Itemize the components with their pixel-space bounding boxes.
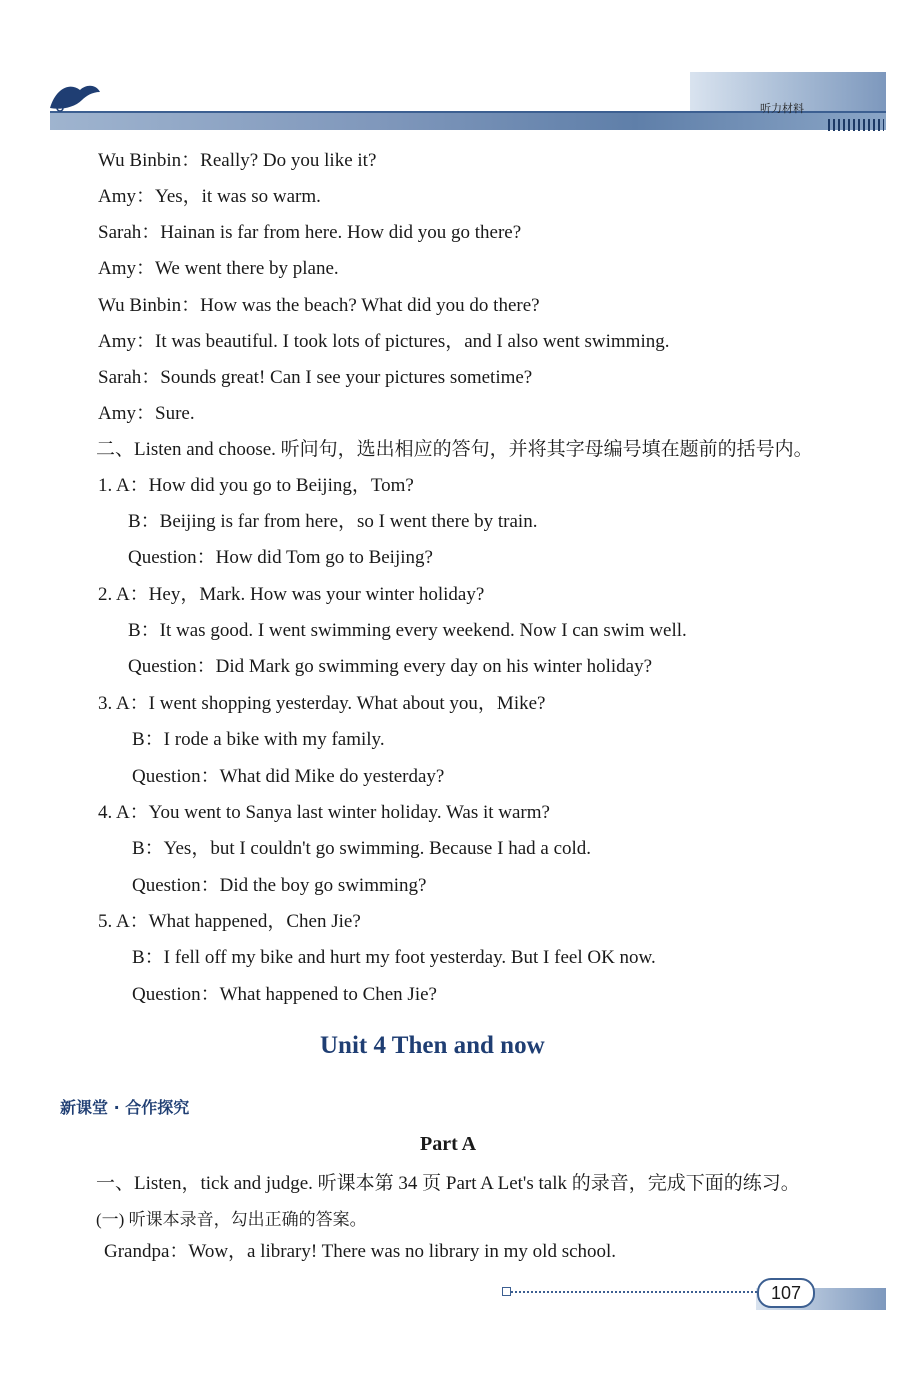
section1-heading: 一、Listen，tick and judge. 听课本第 34 页 Part A Let's talk 的录音，完成下面的练习。 — [96, 1173, 800, 1194]
item-a: 3. A：I went shopping yesterday. What about you，Mike? — [98, 693, 546, 714]
dialogue-line: Grandpa：Wow，a library! There was no library in my old school. — [104, 1241, 617, 1262]
item-a: 1. A：How did you go to Beijing，Tom? — [98, 475, 414, 496]
section-tag: 新课堂 · 合作探究 — [60, 1098, 190, 1117]
section1-subheading: (一) 听课本录音，勾出正确的答案。 — [96, 1210, 367, 1229]
item-b: B：I fell off my bike and hurt my foot yesterday. But I feel OK now. — [132, 947, 656, 968]
section2-heading: 二、Listen and choose. 听问句，选出相应的答句，并将其字母编号填在题前的括号内。 — [96, 439, 813, 460]
item-b: B：Beijing is far from here，so I went there by train. — [128, 511, 538, 532]
item-a: 2. A：Hey，Mark. How was your winter holiday? — [98, 584, 485, 605]
item-a: 5. A：What happened，Chen Jie? — [98, 911, 361, 932]
part-title: Part A — [420, 1133, 477, 1155]
item-question: Question：What did Mike do yesterday? — [132, 766, 445, 787]
item-question: Question：How did Tom go to Beijing? — [128, 547, 433, 568]
footer-square-icon — [502, 1287, 511, 1296]
header-tick-bars — [828, 119, 884, 131]
unit-title: Unit 4 Then and now — [320, 1032, 545, 1059]
item-b: B：It was good. I went swimming every weekend. Now I can swim well. — [128, 620, 687, 641]
footer-dotted-rule — [502, 1291, 757, 1295]
dialogue-line: Amy：Sure. — [98, 403, 195, 424]
page-number: 107 — [757, 1278, 815, 1308]
dialogue-line: Wu Binbin：Really? Do you like it? — [98, 150, 377, 171]
dialogue-line: Wu Binbin：How was the beach? What did you do there? — [98, 295, 540, 316]
header-label: 听力材料 — [760, 102, 804, 115]
item-question: Question：What happened to Chen Jie? — [132, 984, 437, 1005]
item-a: 4. A：You went to Sanya last winter holiday. Was it warm? — [98, 802, 550, 823]
item-b: B：I rode a bike with my family. — [132, 729, 385, 750]
item-b: B：Yes，but I couldn't go swimming. Because I had a cold. — [132, 838, 592, 859]
item-question: Question：Did the boy go swimming? — [132, 875, 427, 896]
dialogue-line: Amy：It was beautiful. I took lots of pictures，and I also went swimming. — [98, 331, 670, 352]
dialogue-line: Amy：We went there by plane. — [98, 258, 339, 279]
dialogue-line: Sarah：Sounds great! Can I see your pictures sometime? — [98, 367, 533, 388]
bird-logo-icon — [46, 74, 102, 114]
dialogue-line: Sarah：Hainan is far from here. How did you go there? — [98, 222, 522, 243]
item-question: Question：Did Mark go swimming every day on his winter holiday? — [128, 656, 653, 677]
dialogue-line: Amy：Yes，it was so warm. — [98, 186, 321, 207]
